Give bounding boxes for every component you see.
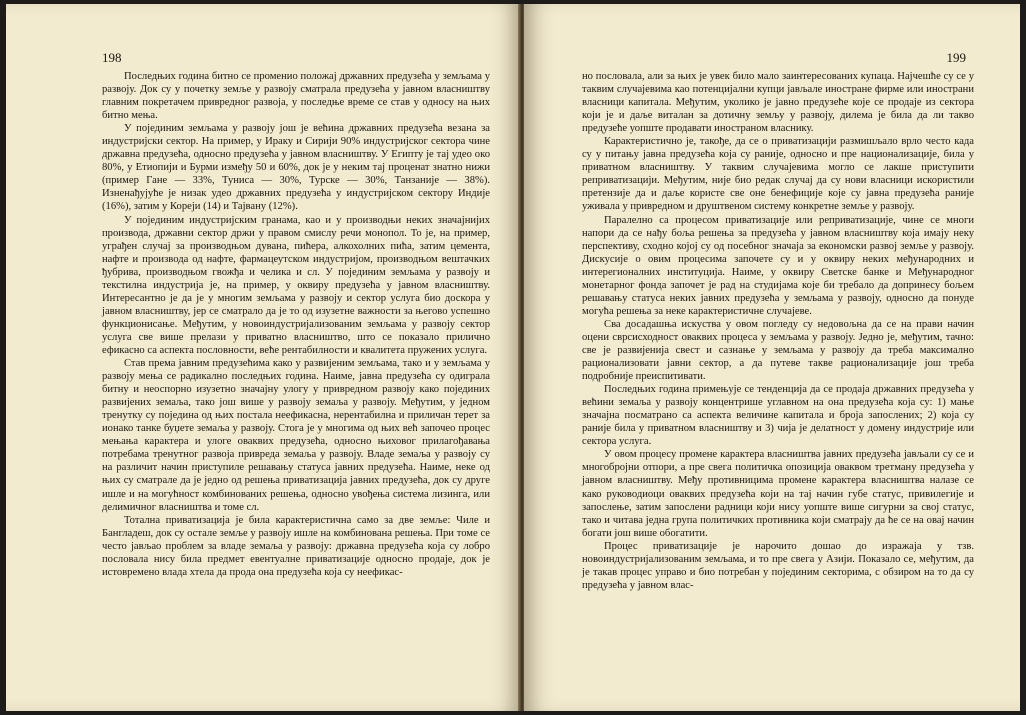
page-body <box>582 70 974 592</box>
paragraph: Последњих година битно се променио положај државних предузећа у земљама у развоју. Док су у почетку земље у развоју сматрала предузећа у јавном власништву главним покретачем привредног развоја, у последње време се став у односу на њих битно мења. <box>102 71 490 122</box>
right-page <box>524 4 1020 711</box>
page-number: 198 <box>102 50 122 65</box>
page-number: 199 <box>946 50 966 65</box>
paragraph: Тотална приватизација је била карактеристична само за две земље: Чиле и Бангладеш, док су остале земље у развоју ишле на комбинована решења. При томе се често јављао проблем за владе земаља у развоју: државна предузећа која су лобро пословала нису била предмет евентуалне приватизације односно продаје, док је истовремено влада хтела да прода она предузећа која су неефикас- <box>102 514 490 578</box>
paragraph: Процес приватизације је нарочито дошао до изражаја у тзв. новоиндустријализованим земљама, и то пре свега у Азији. Показало се, међутим, да је такав процес управо и био потребан у појединим секторима, с обзиром на то да су предузећа у јавном влас- <box>582 540 974 591</box>
paragraph: У појединим индустријским гранама, као и у производњи неких значајнијих производа, државни сектор држи у правом смислу речи монопол. То је, на пример, уграђен случај за производњом дувана, пићера, алкохолних пића, затим цемента, нафте и производа од нафте, фармацеутском индустријом, производњом вештачких ђубрива, производњом гвожђа и челика и сл. У појединим земљама у развоју и текстилна индустрија је, на пример, у оквиру предузећа у јавном власништву. Интересантно је да је у многим земљама у развоју и сектор услуга био доскора у јавном власништву, јер се сматрало да је то од изузетне важности за његово успешно функционисање. Међутим, у новоиндустријализованим земљама у развоју сектор услуга све више прелази у приватно власништво, што се показало прилично ефикасно са аспекта пословности, веће рентабилности и квалитета пружених услуга. <box>102 214 490 356</box>
page-body <box>102 70 490 579</box>
paragraph: Последњих година примењује се тенденција да се продаја државних предузећа у већини земаља у развоју концентрише углавном на она предузећа која су: 1) мање значајна посматрано са аспекта величине капитала и броја запослених; 2) која су раније била у приватном власништву и 3) чија је делатност у домену индустрије или сектора услуга. <box>582 384 974 448</box>
paragraph: У овом процесу промене карактера власништва јавних предузећа јављали су се и многобројни отпори, а пре свега политичка опозиција оваквом третману предузећа у јавном власништву. Међу противницима промене карактера власништва налазе се како руководиоци оваквих предузећа који на тај начин губе статус, привилегије и запослење, затим запослени радници који нису уопште више сигурни за свој статус, тако и читава једна група политичких противника који сматрају да ће се на овај начин богати још више обогатити. <box>582 449 974 539</box>
paragraph: Сва досадашња искуства у овом погледу су недовољна да се на прави начин оцени сврсисходност оваквих процеса у земљама у развоју. Једно је, међутим, тачно: све је развијенија свест и сазнање у земљама у развоју да треба максимално рационализовати јавни сектор, а да путеве такве рационализације још треба подробније преиспитивати. <box>582 318 974 383</box>
paragraph: У појединим земљама у развоју још је већина државних предузећа везана за индустријски сектор. На пример, у Ираку и Сирији 90% индустријског сектора чине државна предузећа, односно предузећа у јавном власништву. У Египту је тај удео око 80%, у Етиопији и Бурми између 50 и 60%, док је у неким тај проценат знатно нижи (пример Гане — 33%, Туниса — 30%, Турске — 30%, Танзаније — 38%). Изненађујуће је низак удео државних предузећа у индустријском сектору Индије (16%), затим у Кореји (14) и Тајвану (12%). <box>102 123 490 213</box>
paragraph: Карактеристично је, такође, да се о приватизацији размишљало врло често када су у питању јавна предузећа која су раније, односно и пре национализације, била у приватном власништву. У таквим случајевима могло се лакше приступити реприватизацији. Међутим, није био редак случај да су нови власници искористили претензије да и даље користе све оне бенефиције које су јавна предузећа раније уживала у привредном и друштвеном систему конкретне земље у развоју. <box>582 136 974 213</box>
paragraph: но пословала, али за њих је увек било мало заинтересованих купаца. Најчешће су се у таквим случајевима као потенцијални купци јављале иностране фирме или инострани власници капитала. Међутим, уколико је јавно предузеће које се продаје из сектора који је и даље виталан за дотичну земљу у развоју, дилема је била да ли такво предузеће уопште продавати иностраном власнику. <box>582 71 974 135</box>
paragraph: Став према јавним предузећима како у развијеним земљама, тако и у земљама у развоју мења се радикално последњих година. Наиме, јавна предузећа су одиграла битну и неоспорно изузетно значајну улогу у привредном развоју како појединих развијених земаља, тако још више у развоју земаља у развоју. Међутим, у једном тренутку су поједина од њих постала неефикасна, нерентабилна и приличан терет за ионако танке буџете земаља у развоју. Стога је у многима од њих већ започео процес мењања карактера и улоге оваквих предузећа, односно њиховог прилагођавања потребама тренутног развоја привреда земаља у развоју. Владе земаља у развоју су на различит начин приступиле решавању статуса јавних предузећа. Наиме, неке од њих су сматрале да је једно од решења приватизација јавних предузећа, док су друге ишле и на могућност комбинованих решења, односно увођења система лизинга, или делимичног власништва и томе сл. <box>102 358 490 513</box>
paragraph: Паралелно са процесом приватизације или реприватизације, чине се многи напори да се нађу боља решења за предузећа у јавном власништву која имају неку перспективу, сходно којој су од посебног значаја за економски развој земље у развоју. Дискусије о овим процесима започете су и у оквиру неких међународних и интерегионалних институција. Наиме, у оквиру Светске банке и Међународног монетарног фонда започет је рад на студијама које би требало да допринесу бољем решавању статуса неких јавних предузећа у земљама у развоју, односно да понуде могућа решења за неке карактеристичне случајеве. <box>582 214 974 317</box>
left-page <box>6 4 520 711</box>
